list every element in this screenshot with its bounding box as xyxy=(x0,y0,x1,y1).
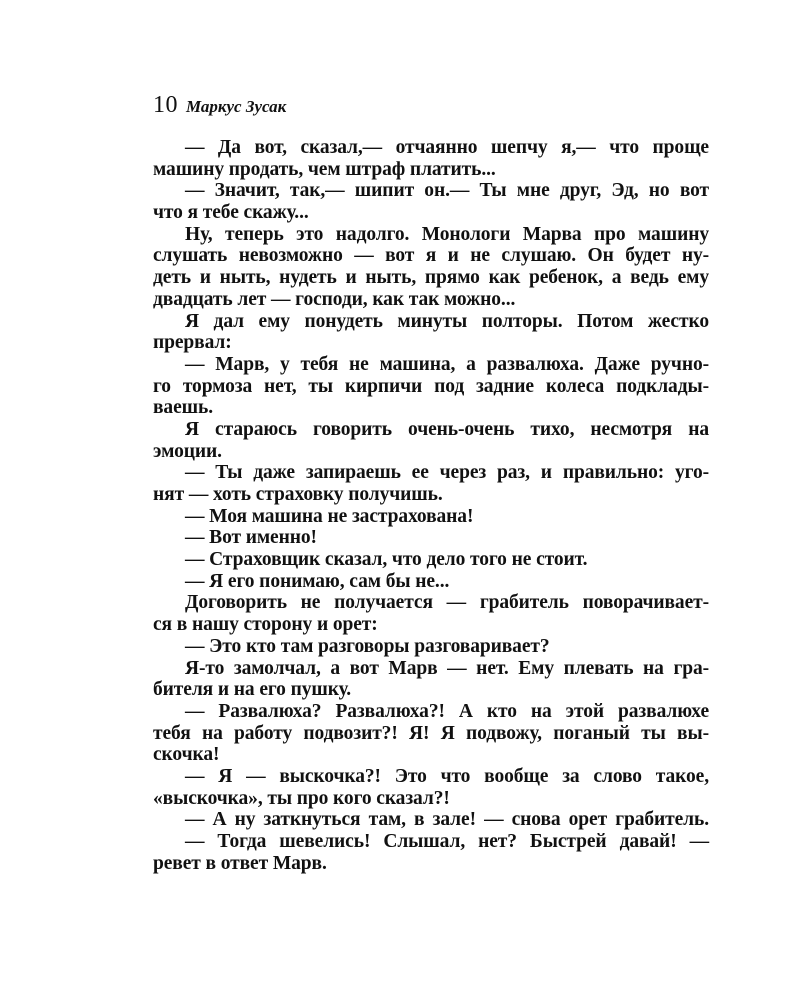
text-line: деть и ныть, нудеть и ныть, прямо как ребенок, а ведь ему xyxy=(153,267,709,289)
text-line: Я дал ему понудеть минуты полторы. Потом жестко xyxy=(185,310,709,332)
text-line: скочка! xyxy=(153,744,220,766)
text-line: — Я — выскочка?! Это что вообще за слово такое, xyxy=(185,765,709,787)
text-line: что я тебе скажу... xyxy=(153,202,309,224)
text-line: го тормоза нет, ты кирпичи под задние колеса подклады- xyxy=(153,375,709,397)
text-line: эмоции. xyxy=(153,440,222,462)
text-line: прервал: xyxy=(153,332,232,354)
text-line: — Это кто там разговоры разговаривает? xyxy=(185,635,550,657)
text-line: Договорить не получается — грабитель поворачивает- xyxy=(185,592,709,614)
text-line: нят — хоть страховку получишь. xyxy=(153,484,443,505)
text-line: Я стараюсь говорить очень-очень тихо, несмотря на xyxy=(185,418,709,440)
page-number: 10 xyxy=(153,92,178,118)
text-line: ся в нашу сторону и орет: xyxy=(153,614,378,636)
text-line: машину продать, чем штраф платить... xyxy=(153,158,496,180)
text-line: Ну, теперь это надолго. Монологи Марва про машину xyxy=(185,223,709,245)
text-line: — Вот именно! xyxy=(185,527,317,549)
text-line: — Страховщик сказал, что дело того не стоит. xyxy=(185,549,588,571)
book-text xyxy=(153,137,709,874)
text-line: «выскочка», ты про кого сказал?! xyxy=(153,787,450,809)
text-line: — Тогда шевелись! Слышал, нет? Быстрей давай! — xyxy=(185,831,709,852)
page-header xyxy=(153,92,286,122)
running-title: Маркус Зусак xyxy=(186,97,287,116)
text-line: — Значит, так,— шипит он.— Ты мне друг, Эд, но вот xyxy=(185,180,709,202)
text-line: тебя на работу подвозит?! Я! Я подвожу, поганый ты вы- xyxy=(153,722,709,744)
text-line: двадцать лет — господи, как так можно... xyxy=(153,288,516,310)
text-line: — Я его понимаю, сам бы не... xyxy=(185,570,450,592)
text-line: — Марв, у тебя не машина, а развалюха. Даже ручно- xyxy=(185,353,709,375)
text-line: слушать невозможно — вот я и не слушаю. Он будет ну- xyxy=(153,245,709,267)
text-line: — А ну заткнуться там, в зале! — снова орет грабитель. xyxy=(185,809,709,831)
text-line: — Ты даже запираешь ее через раз, и правильно: уго- xyxy=(185,462,709,484)
text-line: Я-то замолчал, а вот Марв — нет. Ему плевать на гра- xyxy=(185,657,709,679)
text-line: ваешь. xyxy=(153,397,213,419)
text-line: ревет в ответ Марв. xyxy=(153,852,327,874)
text-line: — Да вот, сказал,— отчаянно шепчу я,— что проще xyxy=(185,137,709,158)
text-line: бителя и на его пушку. xyxy=(153,679,352,701)
text-line: — Моя машина не застрахована! xyxy=(185,505,474,527)
text-line: — Развалюха? Развалюха?! А кто на этой развалюхе xyxy=(185,700,709,722)
